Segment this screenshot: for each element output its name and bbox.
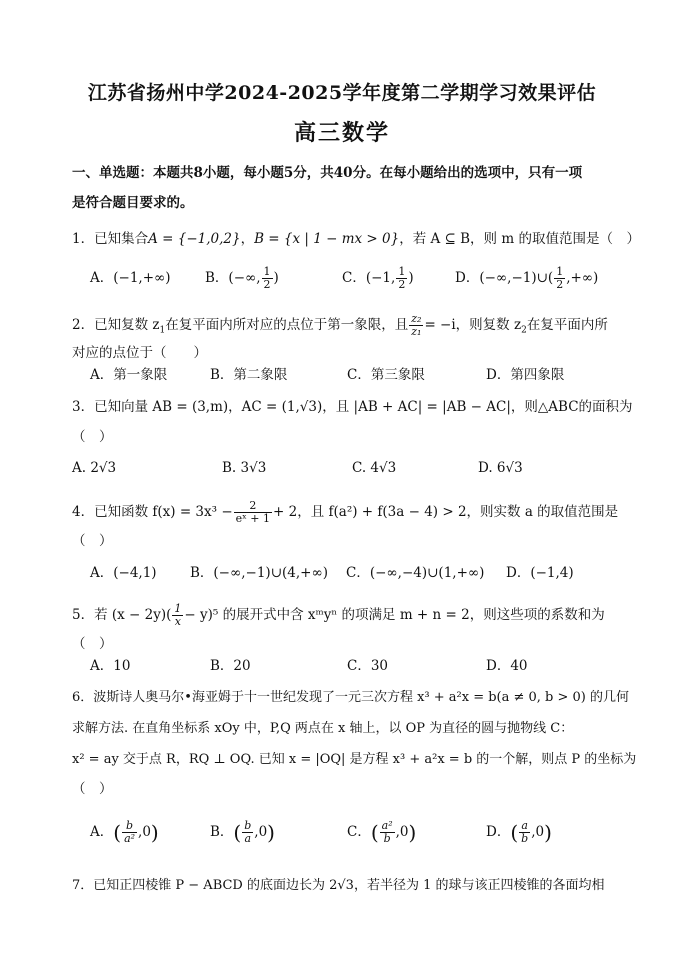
q1-option-b-num: 1 [263,265,271,278]
q6-option-c-tail: ,0 [395,824,409,840]
q2-frac-den: z₁ [411,325,422,338]
q1-option-b-frac [262,266,273,291]
q4-frac-num: 2 [234,500,272,513]
q6-option-c-label: C． [347,824,371,840]
q5-option-b: B．20 [210,658,251,674]
q6-option-a-tail: ,0 [138,824,151,840]
q6-option-a-den: a² [124,832,136,845]
question-7-line1: 7．已知正四棱锥 P − ABCD 的底面边长为 2√3，若半径为 1 的球与该正四棱锥的各面均相 [72,878,605,893]
q6-option-b-num: b [244,819,252,832]
q4-part-a: 4．已知函数 f(x) = 3x³ − [72,504,233,520]
q6-option-d: D．( $\frac{a}{b}$ ,0) [486,819,552,845]
q2-part-a: 2．已知复数 z [72,317,160,333]
q5-option-c: C．30 [347,658,389,674]
section-heading-line1: 一、单选题：本题共8小题，每小题5分，共40分。在每小题给出的选项中，只有一项 [72,165,583,181]
question-6-line4: （ ） [72,781,113,797]
q6-option-d-num: a [519,820,530,833]
q6-option-d-frac [519,820,530,845]
q1-option-c-num: 1 [398,265,406,278]
q1-option-d-text: (−∞,−1)∪( [479,270,554,286]
q1-set-b: B = {x | 1 − mx > 0} [254,231,400,247]
q5-option-d: D．40 [486,658,528,674]
q2-part-b: 在复平面内所对应的点位于第一象限，且 [165,317,409,333]
question-3-line1: 3．已知向量 AB = (3,m)，AC = (1,√3)，且 |AB + AC| = |AB − AC|，则△ABC的面积为 [72,399,633,415]
q1-option-d-label: D． [455,270,480,286]
q6-option-c-num: a² [381,819,393,832]
q1-suffix: ，若 A ⊆ B，则 m 的取值范围是（ ） [399,231,640,247]
q6-option-d-den: b [521,832,529,845]
q3-option-b: B. 3√3 [222,460,267,476]
question-6-line2: 求解方法. 在直角坐标系 xOy 中，P,Q 两点在 x 轴上，以 OP 为直径的圆与抛物线 C： [72,721,574,736]
q1-option-b-text: (−∞, [228,270,261,286]
q4-frac-den: eˣ + 1 [235,512,271,525]
q5-option-a: A．10 [90,658,131,674]
q4-option-a: A．(−4,1) [90,565,157,581]
q1-option-c-den: 2 [398,278,406,291]
question-1 [72,229,640,249]
q2-option-d: D．第四象限 [486,367,565,383]
q1-option-b [205,266,279,291]
q5-part-b: − y)⁵ 的展开式中含 xᵐyⁿ 的项满足 m + n = 2，则这些项的系数和为 [184,607,605,623]
q5-frac [172,603,183,628]
q2-option-a: A．第一象限 [90,367,168,383]
q2-option-b: B．第二象限 [210,367,288,383]
section-heading-line2: 是符合题目要求的。 [72,195,194,211]
q1-option-c-frac [396,266,407,291]
q6-option-d-label: D． [486,824,511,840]
q6-option-b-den: a [244,832,252,845]
question-2-line2: 对应的点位于（ ） [72,345,207,361]
q1-option-d [455,266,598,291]
q1-option-c-text: (−1, [365,270,396,286]
q4-part-b: + 2，且 f(a²) + f(3a − 4) > 2，则实数 a 的取值范围是 [273,504,619,520]
q6-option-a-label: A． [90,824,114,840]
q6-option-b-label: B． [210,824,234,840]
q1-option-d-den: 2 [556,278,564,291]
q1-option-b-label: B． [205,270,229,286]
question-5-line1 [72,603,605,628]
q5-frac-num: 1 [174,602,182,615]
q6-option-d-tail: ,0 [531,824,545,840]
q6-option-a-num: b [122,820,137,833]
q6-option-b-tail: ,0 [254,824,268,840]
q6-option-c: C．( $\frac{\text{a²}}{b}$ ,0) [347,819,417,845]
q2-part-c: = −i，则复数 z [424,317,522,333]
q2-frac [409,313,423,338]
q1-option-d-end: ,+∞) [566,270,599,286]
q1-option-b-den: 2 [263,278,271,291]
question-6-line1: 6．波斯诗人奥马尔•海亚姆于十一世纪发现了一元三次方程 x³ + a²x = b(a ≠ 0, b > 0) 的几何 [72,690,630,705]
q6-option-c-frac [380,820,395,845]
question-5-line2: （ ） [72,636,113,652]
q1-option-b-end: ) [273,270,279,286]
q1-set-a: A = {−1,0,2} [148,231,241,247]
q4-option-d: D．(−1,4) [506,565,574,581]
question-4-line2: （ ） [72,533,113,549]
q3-option-a: A. 2√3 [72,460,117,476]
q4-option-c: C．(−∞,−4)∪(1,+∞) [346,565,485,581]
q4-frac [234,500,272,525]
exam-subject: 高三数学 [293,120,390,146]
q6-option-a: A．( $\frac{b}{\text{a²}}$ ,0) [90,819,159,845]
q5-part-a: 5．若 (x − 2y)( [72,607,172,623]
q1-option-a: A．(−1,+∞) [90,270,171,286]
q1-option-c-label: C． [342,270,366,286]
q5-frac-den: x [174,615,182,628]
question-6-line3: x² = ay 交于点 R，RQ ⊥ OQ. 已知 x = |OQ| 是方程 x³ + a²x = b 的一个解，则点 P 的坐标为 [72,752,637,767]
question-4-line1 [72,500,618,525]
q6-option-c-den: b [383,832,391,845]
q2-part-d: 在复平面内所 [526,317,608,333]
q1-option-d-num: 1 [556,265,564,278]
q1-prefix: 1．已知集合 [72,231,149,247]
q6-option-a-frac [122,820,137,845]
q1-option-c-end: ) [408,270,414,286]
q3-option-d: D. 6√3 [478,460,523,476]
question-3-line2: （ ） [72,429,113,445]
question-2-line1: 2．已知复数 $z_1$在复平面内所对应的点位于第一象限，且 $\frac{\text{z₂}}{\text{z₁}}$ = −i，则复数 $z_2$在复平面内所 [72,312,608,338]
q3-option-c: C. 4√3 [352,460,397,476]
q6-option-b-frac [242,820,253,845]
q1-sep: ， [240,231,255,247]
exam-title: 江苏省扬州中学2024-2025学年度第二学期学习效果评估 [87,82,597,104]
q1-option-c [342,266,414,291]
q2-option-c: C．第三象限 [347,367,425,383]
q2-frac-num: z₂ [411,312,422,325]
q6-option-b: B．( $\frac{b}{a}$ ,0) [210,819,275,845]
q4-option-b: B．(−∞,−1)∪(4,+∞) [190,565,328,581]
q1-option-d-frac [554,266,565,291]
